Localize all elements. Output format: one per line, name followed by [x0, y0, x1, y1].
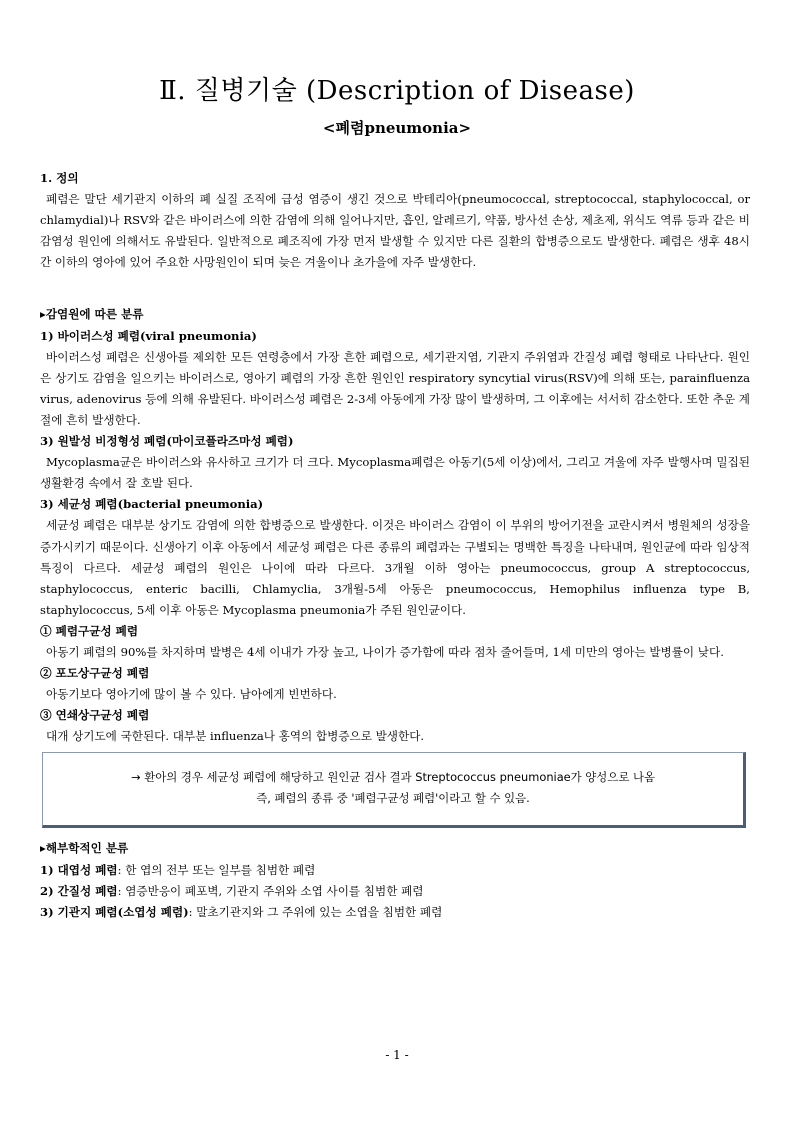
- anatomical-item: [40, 881, 750, 902]
- anatomical-item-label: 2) 간질성 폐렴: [40, 883, 118, 898]
- anatomical-classification-heading: ▸해부학적인 분류: [40, 841, 129, 856]
- staphylococcal-paragraph: 아동기보다 영아기에 많이 볼 수 있다. 남아에게 빈번하다.: [46, 687, 337, 702]
- viral-pneumonia-heading: 1) 바이러스성 폐렴(viral pneumonia): [40, 328, 257, 343]
- patient-note-box: [42, 752, 746, 828]
- streptococcal-heading: ③ 연쇄상구균성 폐렴: [40, 708, 150, 723]
- viral-pneumonia-paragraph: 바이러스성 폐렴은 신생아를 제외한 모든 연령층에서 가장 흔한 폐렴으로, 세기관지염, 기관지 주위염과 간질성 폐렴 형태로 나타난다. 원인은 상기도 감염을 일으키는 바이러스로, 영아기 폐렴의 가장 흔한 원인인 respiratory syncytial virus(RSV)에 의해 또는, parainfluenza virus, adenovirus 등에 의해 유발된다. 바이러스성 폐렴은 2-3세 아동에게 가장 많이 발생하며, 그 이후에는 서서히 감소한다. 또한 추운 계절에 흔히 발생한다.: [40, 349, 750, 427]
- page-number: - 1 -: [385, 1048, 409, 1062]
- atypical-pneumonia-heading: 3) 원발성 비정형성 폐렴(마이코플라즈마성 폐렴): [40, 434, 294, 449]
- staphylococcal-heading: ② 포도상구균성 폐렴: [40, 666, 150, 681]
- definition-paragraph: 폐렴은 말단 세기관지 이하의 폐 실질 조직에 급성 염증이 생긴 것으로 박테리아(pneumococcal, streptococcal, staphylococcal, or chlamydial)나 RSV와 같은 바이러스에 의한 감염에 의해 일어나지만, 흡인, 알레르기, 약품, 방사선 손상, 제초제, 위식도 역류 등과 같은 비감염성 원인에 의해서도 유발된다. 일반적으로 폐조직에 가장 먼저 발생할 수 있지만 다른 질환의 합병증으로도 발생한다. 폐렴은 생후 48시간 이하의 영아에 있어 주요한 사망원인이 되며 늦은 겨울이나 초가을에 자주 발생한다.: [40, 192, 750, 270]
- anatomical-item: [40, 860, 750, 881]
- anatomical-item-label: 1) 대엽성 폐렴: [40, 862, 118, 877]
- bacterial-pneumonia-paragraph: 세균성 폐렴은 대부분 상기도 감염에 의한 합병증으로 발생한다. 이것은 바이러스 감염이 이 부위의 방어기전을 교란시켜서 병원체의 성장을 증가시키기 때문이다. 신생아기 이후 아동에서 세균성 폐렴은 다른 종류의 폐렴과는 구별되는 명백한 특징을 나타내며, 원인균에 따라 임상적 특징이 다르다. 세균성 폐렴의 원인은 나이에 따라 다르다. 3개월 이하 영아는 pneumococcus, group A streptococcus, staphylococcus, enteric bacilli, Chlamyclia, 3개월-5세 아동은 pneumococcus, Hemophilus influenza type B, staphylococcus, 5세 이후 아동은 Mycoplasma pneumonia가 주된 원인균이다.: [40, 518, 750, 617]
- infection-classification-heading: ▸감염원에 따른 분류: [40, 307, 144, 322]
- anatomical-item-label: 3) 기관지 폐렴(소엽성 폐렴): [40, 904, 189, 919]
- anatomical-item: [40, 902, 750, 923]
- page-subtitle: <폐렴pneumonia>: [322, 119, 472, 137]
- pneumococcal-paragraph: 아동기 폐렴의 90%를 차지하며 발병은 4세 이내가 가장 높고, 나이가 증가함에 따라 점차 줄어들며, 1세 미만의 영아는 발병률이 낮다.: [46, 644, 724, 659]
- definition-heading: 1. 정의: [40, 171, 79, 185]
- anatomical-item-text: : 말초기관지와 그 주위에 있는 소엽을 침범한 폐렴: [188, 904, 443, 919]
- atypical-pneumonia-paragraph: Mycoplasma균은 바이러스와 유사하고 크기가 더 크다. Mycoplasma폐렴은 아동기(5세 이상)에서, 그리고 겨울에 자주 발행사며 밀집된 생활환경 속에서 잘 호발 된다.: [40, 455, 750, 491]
- patient-note-line-2: 즉, 폐렴의 종류 중 '폐렴구균성 폐렴'이라고 할 수 있음.: [256, 791, 530, 806]
- anatomical-item-text: : 염증반응이 폐포벽, 기관지 주위와 소엽 사이를 침범한 폐렴: [117, 883, 424, 898]
- page-title: Ⅱ. 질병기술 (Description of Disease): [159, 76, 635, 106]
- streptococcal-paragraph: 대개 상기도에 국한된다. 대부분 influenza나 홍역의 합병증으로 발생한다.: [46, 729, 425, 744]
- patient-note-line-1: → 환아의 경우 세균성 폐렴에 해당하고 원인균 검사 결과 Streptococcus pneumoniae가 양성으로 나옴: [131, 770, 655, 785]
- bacterial-pneumonia-heading: 3) 세균성 폐렴(bacterial pneumonia): [40, 497, 264, 512]
- anatomical-item-text: : 한 엽의 전부 또는 일부를 침범한 폐렴: [117, 862, 316, 877]
- document-body: [40, 168, 750, 923]
- pneumococcal-heading: ① 폐렴구균성 폐렴: [40, 623, 139, 638]
